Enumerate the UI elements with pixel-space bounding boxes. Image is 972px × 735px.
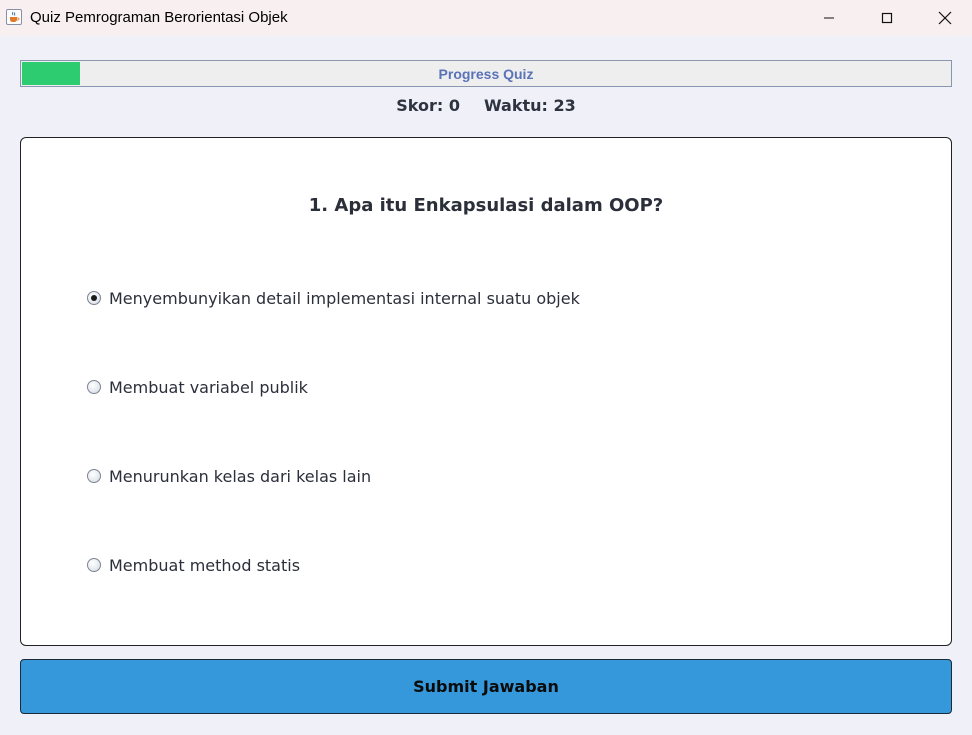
answer-option-2[interactable] <box>87 376 308 398</box>
stats-row <box>0 96 972 118</box>
minimize-icon <box>823 12 835 24</box>
answer-option-1[interactable] <box>87 287 580 309</box>
question-text: 1. Apa itu Enkapsulasi dalam OOP? <box>308 195 664 216</box>
option-label: Membuat method statis <box>109 555 301 575</box>
radio-button-icon[interactable] <box>87 380 101 394</box>
maximize-icon <box>881 12 893 24</box>
option-label: Membuat variabel publik <box>109 377 308 397</box>
radio-button-icon[interactable] <box>87 291 101 305</box>
option-label: Menurunkan kelas dari kelas lain <box>109 466 372 486</box>
close-button[interactable] <box>922 0 968 36</box>
close-icon <box>938 11 952 25</box>
submit-answer-button[interactable]: Submit Jawaban <box>20 659 952 714</box>
answer-option-4[interactable] <box>87 554 300 576</box>
title-bar <box>0 0 972 36</box>
progress-label: Progress Quiz <box>438 65 534 82</box>
radio-button-icon[interactable] <box>87 469 101 483</box>
window-title: Quiz Pemrograman Berorientasi Objek <box>30 9 288 26</box>
maximize-button[interactable] <box>864 0 910 36</box>
option-label: Menyembunyikan detail implementasi internal suatu objek <box>109 288 580 308</box>
minimize-button[interactable] <box>806 0 852 36</box>
time-label: Waktu: 23 <box>483 96 576 115</box>
java-cup-icon[interactable] <box>6 9 22 25</box>
question-card <box>20 137 952 646</box>
answer-option-3[interactable] <box>87 465 371 487</box>
quiz-progress-bar <box>20 60 952 87</box>
score-label: Skor: 0 <box>396 96 460 115</box>
radio-button-icon[interactable] <box>87 558 101 572</box>
